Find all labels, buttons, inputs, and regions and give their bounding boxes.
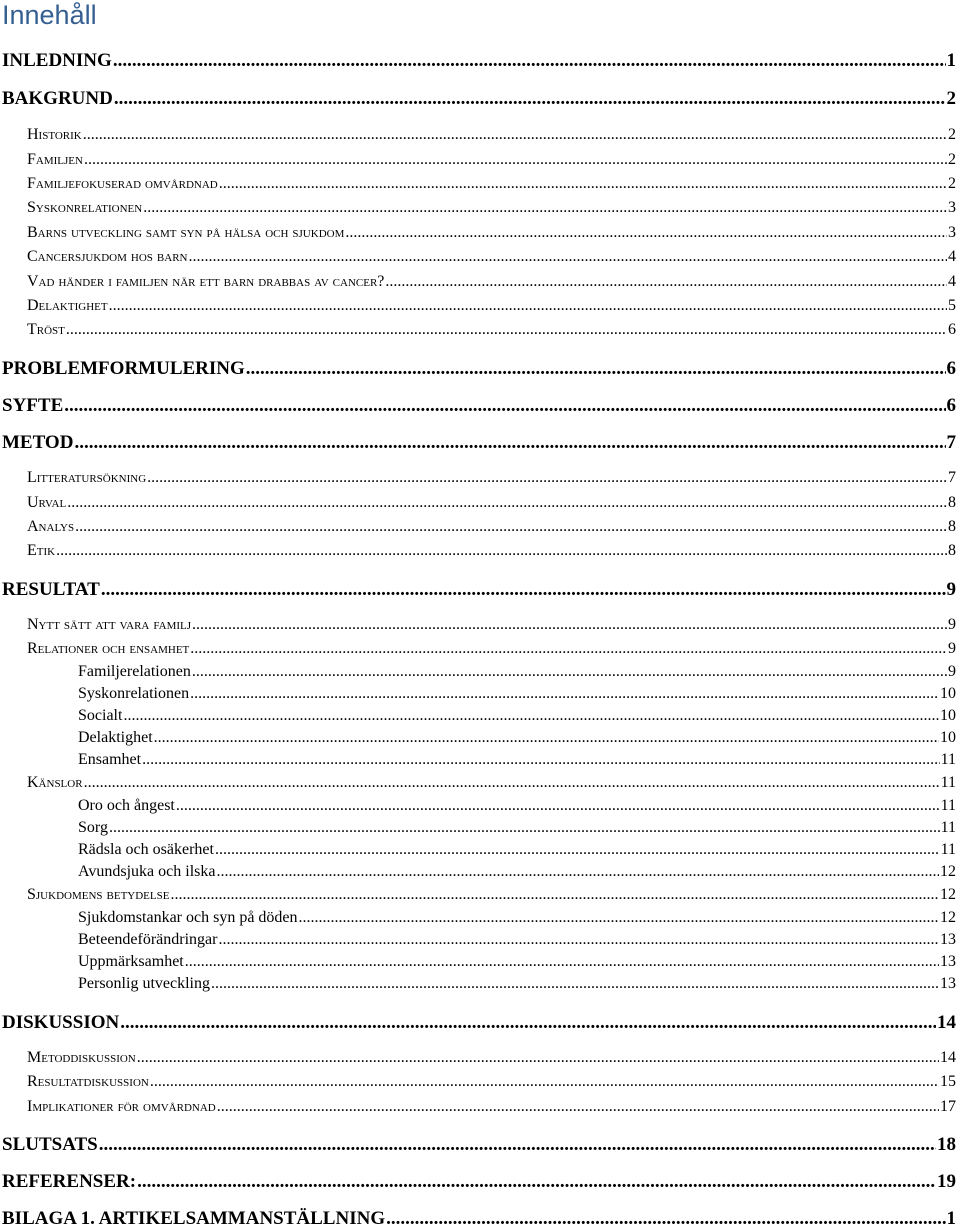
toc-leader-dots: [66, 321, 947, 339]
toc-leader-dots: [219, 175, 947, 193]
toc-entry[interactable]: [27, 1098, 956, 1116]
toc-leader-dots: [192, 663, 947, 681]
toc-entry[interactable]: [27, 1049, 956, 1067]
toc-entry-page-number: 6: [946, 395, 956, 416]
toc-entry-page-number: 9: [948, 663, 956, 680]
toc-entry-page-number: 12: [940, 863, 956, 880]
toc-entry[interactable]: [78, 975, 956, 993]
toc-leader-dots: [120, 1012, 936, 1034]
toc-leader-dots: [83, 126, 947, 144]
toc-leader-dots: [190, 640, 947, 658]
toc-leader-dots: [137, 1171, 936, 1193]
toc-entry-label: Barns utveckling samt syn på hälsa och sjukdom: [27, 224, 345, 241]
toc-entry-label: Sjukdomens betydelse: [27, 886, 170, 903]
toc-entry[interactable]: [2, 1012, 956, 1034]
toc-entry-page-number: 2: [948, 175, 956, 192]
toc-leader-dots: [74, 432, 945, 454]
toc-entry[interactable]: [27, 774, 956, 792]
toc-entry-label: Historik: [27, 126, 82, 143]
toc-entry[interactable]: [27, 248, 956, 266]
toc-entry[interactable]: [27, 273, 956, 291]
toc-leader-dots: [185, 953, 939, 971]
toc-leader-dots: [176, 797, 940, 815]
toc-entry[interactable]: [27, 126, 956, 144]
toc-entry[interactable]: [78, 841, 956, 859]
toc-entry[interactable]: [78, 663, 956, 681]
toc-leader-dots: [101, 579, 946, 601]
toc-entry-label: Metoddiskussion: [27, 1049, 136, 1066]
toc-leader-dots: [64, 395, 945, 417]
toc-entry-page-number: 18: [937, 1134, 956, 1155]
toc-entry-label: PROBLEMFORMULERING: [2, 358, 245, 379]
toc-entry-page-number: 9: [948, 616, 956, 633]
toc-entry-page-number: 12: [940, 909, 956, 926]
toc-entry-page-number: 11: [940, 819, 956, 836]
toc-entry-label: Vad händer i familjen när ett barn drabbas av cancer?: [27, 273, 385, 290]
toc-entry-page-number: 13: [940, 931, 956, 948]
toc-entry[interactable]: [78, 863, 956, 881]
toc-leader-dots: [56, 542, 947, 560]
toc-leader-dots: [216, 863, 939, 881]
toc-entry[interactable]: [78, 729, 956, 747]
toc-entry-label: Rädsla och osäkerhet: [78, 841, 214, 858]
toc-entry-page-number: 2: [948, 151, 956, 168]
toc-entry[interactable]: [2, 1208, 956, 1230]
toc-leader-dots: [113, 50, 946, 72]
toc-leader-dots: [188, 248, 947, 266]
toc-entry-page-number: 9: [946, 579, 956, 600]
toc-leader-dots: [246, 358, 946, 380]
toc-leader-dots: [154, 729, 939, 747]
toc-entry-label: Uppmärksamhet: [78, 953, 184, 970]
toc-entry-page-number: 17: [940, 1098, 956, 1115]
toc-entry-label: Delaktighet: [78, 729, 153, 746]
toc-entry[interactable]: [27, 321, 956, 339]
toc-leader-dots: [84, 774, 940, 792]
toc-entry-page-number: 1: [946, 50, 956, 71]
toc-entry[interactable]: [27, 199, 956, 217]
toc-entry[interactable]: [78, 797, 956, 815]
toc-entry-label: Resultatdiskussion: [27, 1073, 149, 1090]
toc-leader-dots: [84, 151, 947, 169]
toc-entry-label: RESULTAT: [2, 579, 100, 600]
toc-entry[interactable]: [2, 50, 956, 72]
toc-leader-dots: [299, 909, 939, 927]
toc-entry-label: Relationer och ensamhet: [27, 640, 190, 657]
toc-entry-label: BILAGA 1. ARTIKELSAMMANSTÄLLNING: [2, 1208, 386, 1229]
toc-entry-label: Analys: [27, 518, 75, 535]
toc-entry-page-number: 7: [946, 432, 956, 453]
toc-entry-label: Implikationer för omvårdnad: [27, 1098, 216, 1115]
toc-leader-dots: [192, 616, 947, 634]
toc-entry-page-number: 5: [948, 297, 956, 314]
toc-leader-dots: [147, 469, 947, 487]
toc-entry-label: Sjukdomstankar och syn på döden: [78, 909, 298, 926]
toc-leader-dots: [123, 707, 939, 725]
toc-entry[interactable]: [2, 395, 956, 417]
toc-leader-dots: [109, 297, 947, 315]
toc-entry-page-number: 11: [940, 797, 956, 814]
toc-entry-label: METOD: [2, 432, 74, 453]
toc-entry[interactable]: [27, 469, 956, 487]
toc-leader-dots: [142, 751, 940, 769]
toc-leader-dots: [75, 518, 947, 536]
toc-leader-dots: [109, 819, 940, 837]
toc-entry-page-number: 8: [948, 518, 956, 535]
toc-entry-label: REFERENSER:: [2, 1171, 137, 1192]
toc-leader-dots: [67, 494, 947, 512]
toc-entry[interactable]: [78, 685, 956, 703]
toc-entry[interactable]: [2, 579, 956, 601]
toc-entry-page-number: 14: [940, 1049, 956, 1066]
toc-leader-dots: [218, 931, 939, 949]
toc-entry-label: Beteendeförändringar: [78, 931, 218, 948]
toc-entry-page-number: 15: [940, 1073, 956, 1090]
toc-leader-dots: [150, 1073, 939, 1091]
toc-entry-label: Ensamhet: [78, 751, 142, 768]
toc-entry-page-number: 19: [937, 1171, 956, 1192]
toc-leader-dots: [99, 1134, 936, 1156]
toc-entry[interactable]: [2, 1134, 956, 1156]
toc-entry-label: Socialt: [78, 707, 123, 724]
toc-entry[interactable]: [78, 751, 956, 769]
toc-entry-page-number: 6: [946, 358, 956, 379]
toc-entry-page-number: 11: [940, 751, 956, 768]
toc-entry-label: SYFTE: [2, 395, 64, 416]
toc-entry[interactable]: [27, 224, 956, 242]
toc-entry-page-number: 14: [937, 1012, 956, 1033]
toc-entry-page-number: 3: [948, 224, 956, 241]
toc-leader-dots: [386, 1208, 945, 1230]
toc-entry-page-number: 8: [948, 494, 956, 511]
toc-entry-label: Avundsjuka och ilska: [78, 863, 216, 880]
toc-entry-label: Litteratursökning: [27, 469, 147, 486]
toc-leader-dots: [190, 685, 939, 703]
toc-entry[interactable]: [78, 707, 956, 725]
toc-entry-page-number: 4: [948, 273, 956, 290]
toc-entry-page-number: 4: [948, 248, 956, 265]
toc-entry[interactable]: [27, 151, 956, 169]
toc-entry-label: SLUTSATS: [2, 1134, 98, 1155]
toc-entry-page-number: 8: [948, 542, 956, 559]
toc-entry[interactable]: [2, 1171, 956, 1193]
toc-leader-dots: [385, 273, 947, 291]
toc-entry-label: Sorg: [78, 819, 108, 836]
toc-entry[interactable]: [27, 616, 956, 634]
toc-leader-dots: [114, 88, 946, 110]
toc-entry-label: DISKUSSION: [2, 1012, 120, 1033]
toc-entry-page-number: 9: [948, 640, 956, 657]
toc-entry[interactable]: [78, 953, 956, 971]
toc-entry-page-number: 11: [940, 841, 956, 858]
toc-leader-dots: [215, 841, 940, 859]
toc-entry-page-number: 10: [940, 707, 956, 724]
toc-entry-page-number: 13: [940, 975, 956, 992]
toc-title: Innehåll: [2, 0, 97, 30]
toc-entry[interactable]: [27, 494, 956, 512]
toc-entry-label: Nytt sätt att vara familj: [27, 616, 192, 633]
toc-entry-page-number: 1: [946, 1208, 956, 1229]
toc-entry-page-number: 13: [940, 953, 956, 970]
toc-entry-label: Familjerelationen: [78, 663, 191, 680]
toc-entry-label: Tröst: [27, 321, 65, 338]
toc-entry[interactable]: [2, 88, 956, 110]
toc-entry-label: Känslor: [27, 774, 83, 791]
toc-entry[interactable]: [78, 909, 956, 927]
toc-entry-page-number: 11: [940, 774, 956, 791]
toc-entry-label: Delaktighet: [27, 297, 108, 314]
toc-entry-page-number: 10: [940, 729, 956, 746]
toc-entry-page-number: 10: [940, 685, 956, 702]
toc-entry-label: Urval: [27, 494, 67, 511]
toc-entry-page-number: 6: [948, 321, 956, 338]
toc-entry-label: Syskonrelationen: [27, 199, 143, 216]
toc-entry-page-number: 2: [948, 126, 956, 143]
toc-entry-page-number: 7: [948, 469, 956, 486]
toc-entry-label: Personlig utveckling: [78, 975, 210, 992]
toc-entry[interactable]: [2, 432, 956, 454]
toc-entry-label: Etik: [27, 542, 56, 559]
toc-entry[interactable]: [27, 297, 956, 315]
toc-entry[interactable]: [78, 819, 956, 837]
toc-leader-dots: [170, 886, 939, 904]
toc-leader-dots: [137, 1049, 939, 1067]
toc-entry[interactable]: [27, 640, 956, 658]
toc-leader-dots: [211, 975, 939, 993]
toc-entry[interactable]: [27, 518, 956, 536]
toc-entry[interactable]: [27, 542, 956, 560]
toc-entry[interactable]: [78, 931, 956, 949]
toc-leader-dots: [143, 199, 947, 217]
toc-leader-dots: [217, 1098, 939, 1116]
toc-entry[interactable]: [27, 886, 956, 904]
toc-entry-label: Oro och ångest: [78, 797, 175, 814]
toc-entry-label: Cancersjukdom hos barn: [27, 248, 188, 265]
toc-entry[interactable]: [27, 175, 956, 193]
toc-entry-page-number: 2: [946, 88, 956, 109]
toc-leader-dots: [345, 224, 947, 242]
toc-entry-page-number: 12: [940, 886, 956, 903]
toc-entry-label: Familjefokuserad omvårdnad: [27, 175, 218, 192]
toc-entry-label: Syskonrelationen: [78, 685, 190, 702]
toc-entry-page-number: 3: [948, 199, 956, 216]
toc-entry-label: Familjen: [27, 151, 83, 168]
toc-entry-label: INLEDNING: [2, 50, 112, 71]
toc-entry[interactable]: [2, 358, 956, 380]
toc-entry-label: BAKGRUND: [2, 88, 113, 109]
toc-entry[interactable]: [27, 1073, 956, 1091]
